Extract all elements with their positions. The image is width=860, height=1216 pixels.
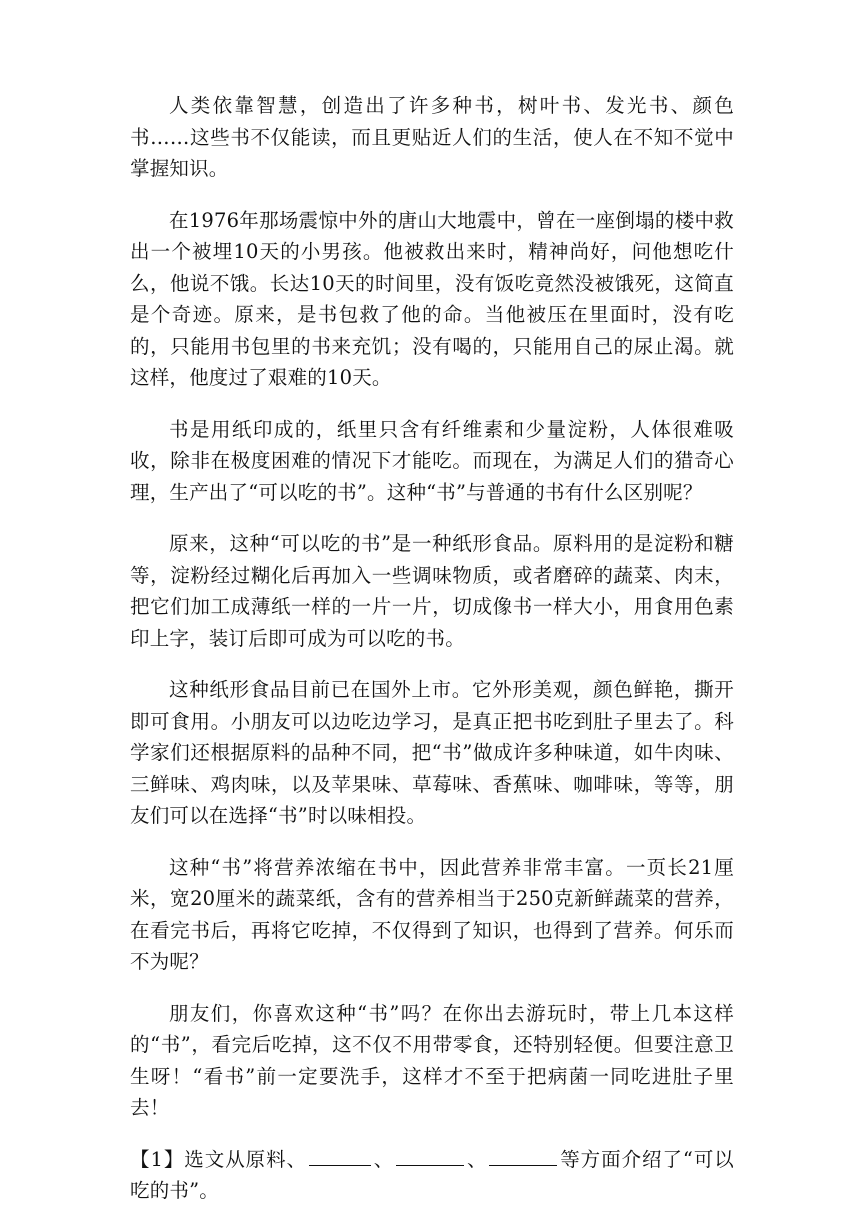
question-separator-2: 、 — [466, 1147, 488, 1171]
answer-blank-3[interactable] — [489, 1147, 557, 1166]
paragraph-5: 这种纸形食品目前已在国外上市。它外形美观，颜色鲜艳，撕开即可食用。小朋友可以边吃边学习，是真正把书吃到肚子里去了。科学家们还根据原料的品种不同，把“书”做成许多种味道，如牛肉味、三鲜味、鸡肉味，以及苹果味、草莓味、香蕉味、咖啡味，等等，朋友们可以在选择“书”时以味相投。 — [130, 678, 734, 827]
answer-blank-2[interactable] — [396, 1147, 464, 1166]
question-separator-1: 、 — [373, 1147, 395, 1171]
paragraph-6: 这种“书”将营养浓缩在书中，因此营养非常丰富。一页长21厘米，宽20厘米的蔬菜纸，含有的营养相当于250克新鲜蔬菜的营养，在看完书后，再将它吃掉，不仅得到了知识，也得到了营养。何乐而不为呢？ — [130, 855, 734, 973]
paragraph-2: 在1976年那场震惊中外的唐山大地震中，曾在一座倒塌的楼中救出一个被埋10天的小男孩。他被救出来时，精神尚好，问他想吃什么，他说不饿。长达10天的时间里，没有饭吃竟然没被饿死，这简直是个奇迹。原来，是书包救了他的命。当他被压在里面时，没有吃的，只能用书包里的书来充饥；没有喝的，只能用自己的尿止渴。就这样，他度过了艰难的10天。 — [130, 208, 734, 389]
paragraph-7: 朋友们，你喜欢这种“书”吗？在你出去游玩时，带上几本这样的“书”，看完后吃掉，这不仅不用带零食，还特别轻便。但要注意卫生呀！“看书”前一定要洗手，这样才不至于把病菌一同吃进肚子里去！ — [130, 1001, 734, 1119]
paragraph-3: 书是用纸印成的，纸里只含有纤维素和少量淀粉，人体很难吸收，除非在极度困难的情况下才能吃。而现在，为满足人们的猎奇心理，生产出了“可以吃的书”。这种“书”与普通的书有什么区别呢？ — [130, 417, 734, 504]
paragraph-4: 原来，这种“可以吃的书”是一种纸形食品。原料用的是淀粉和糖等，淀粉经过糊化后再加入一些调味物质，或者磨碎的蔬菜、肉末，把它们加工成薄纸一样的一片一片，切成像书一样大小，用食用色素印上字，装订后即可成为可以吃的书。 — [130, 532, 734, 650]
answer-blank-1[interactable] — [309, 1147, 371, 1166]
question-suffix: 等方面介绍了“可以吃的书”。 — [130, 1147, 735, 1202]
question-prefix: 选文从原料、 — [184, 1147, 308, 1171]
question-1 — [130, 1144, 734, 1207]
question-number: 【1】 — [130, 1147, 185, 1171]
paragraph-1: 人类依靠智慧，创造出了许多种书，树叶书、发光书、颜色书……这些书不仅能读，而且更贴近人们的生活，使人在不知不觉中掌握知识。 — [130, 94, 734, 180]
